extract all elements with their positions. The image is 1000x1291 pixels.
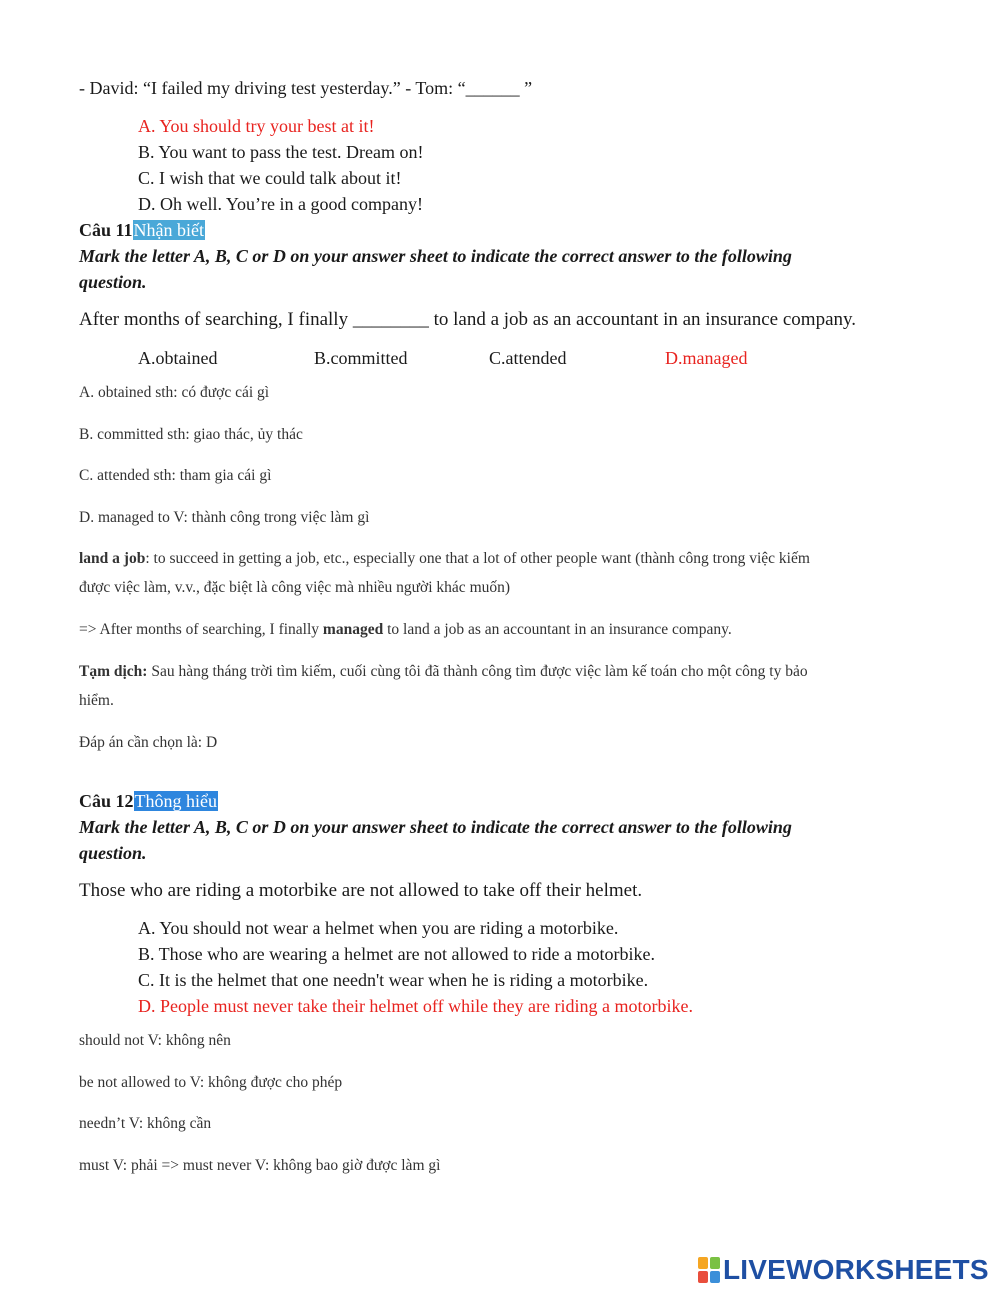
q12-instruction-line1: Mark the letter A, B, C or D on your answer sheet to indicate the correct answer to the following — [79, 817, 792, 837]
q11-translation-line1: Tạm dịch: Sau hàng tháng trời tìm kiếm, cuối cùng tôi đã thành công tìm được việc làm kế toán cho một công ty bảo — [79, 663, 808, 680]
q11-question: After months of searching, I finally ________ to land a job as an accountant in an insurance company. — [79, 309, 857, 330]
q11-answer-key: Đáp án cần chọn là: D — [79, 734, 218, 751]
logo-text: LIVEWORKSHEETS — [723, 1254, 989, 1285]
liveworksheets-logo — [698, 1254, 989, 1286]
q12-level-badge: Thông hiểu — [134, 791, 218, 811]
q11-option-a: A.obtained — [138, 348, 218, 368]
q11-instruction-line2: question. — [79, 272, 147, 292]
q11-land-definition-line1: land a job: to succeed in getting a job, etc., especially one that a lot of other people want (thành công trong việc kiếm — [79, 550, 810, 567]
q12-header — [79, 791, 218, 812]
q11-option-c: C.attended — [489, 348, 567, 368]
q11-note-d: D. managed to V: thành công trong việc làm gì — [79, 509, 370, 526]
q11-header — [79, 220, 205, 241]
q11-translation-label: Tạm dịch: — [79, 663, 148, 680]
q12-note-3: needn’t V: không cần — [79, 1115, 212, 1132]
q11-answer-word: managed — [322, 621, 384, 638]
q12-note-1: should not V: không nên — [79, 1032, 231, 1049]
q11-answer-sentence: => After months of searching, I finally managed to land a job as an accountant in an insurance company. — [79, 621, 732, 638]
q11-level-badge: Nhận biết — [133, 220, 205, 240]
q12-instruction-line2: question. — [79, 843, 147, 863]
q11-translation-line2: hiểm. — [79, 692, 114, 709]
q12-option-b: B. Those who are wearing a helmet are not allowed to ride a motorbike. — [138, 944, 655, 964]
liveworksheets-logo-icon — [698, 1257, 720, 1283]
q11-option-b: B.committed — [314, 348, 408, 368]
q11-land-definition-line2: được việc làm, v.v., đặc biệt là công việc mà nhiều người khác muốn) — [79, 579, 511, 596]
q12-option-a: A. You should not wear a helmet when you are riding a motorbike. — [138, 918, 619, 938]
q12-note-2: be not allowed to V: không được cho phép — [79, 1074, 343, 1091]
q11-label: Câu 11 — [79, 220, 133, 240]
q10-option-b: B. You want to pass the test. Dream on! — [138, 142, 424, 162]
q10-dialogue: - David: “I failed my driving test yesterday.” - Tom: “______ ” — [79, 78, 533, 98]
q11-note-a: A. obtained sth: có được cái gì — [79, 384, 270, 401]
q12-option-c: C. It is the helmet that one needn't wear when he is riding a motorbike. — [138, 970, 649, 990]
q11-option-d: D.managed — [665, 348, 748, 368]
q11-note-c: C. attended sth: tham gia cái gì — [79, 467, 272, 484]
q12-question: Those who are riding a motorbike are not allowed to take off their helmet. — [79, 880, 643, 901]
q10-option-a: A. You should try your best at it! — [138, 116, 375, 136]
q12-note-4: must V: phải => must never V: không bao giờ được làm gì — [79, 1157, 441, 1174]
q10-option-c: C. I wish that we could talk about it! — [138, 168, 402, 188]
q11-note-b: B. committed sth: giao thác, ủy thác — [79, 426, 303, 443]
q11-instruction-line1: Mark the letter A, B, C or D on your answer sheet to indicate the correct answer to the following — [79, 246, 792, 266]
q11-land-term: land a job — [79, 550, 146, 567]
q10-option-d: D. Oh well. You’re in a good company! — [138, 194, 423, 214]
q12-option-d: D. People must never take their helmet off while they are riding a motorbike. — [138, 996, 694, 1016]
q12-label: Câu 12 — [79, 791, 134, 811]
